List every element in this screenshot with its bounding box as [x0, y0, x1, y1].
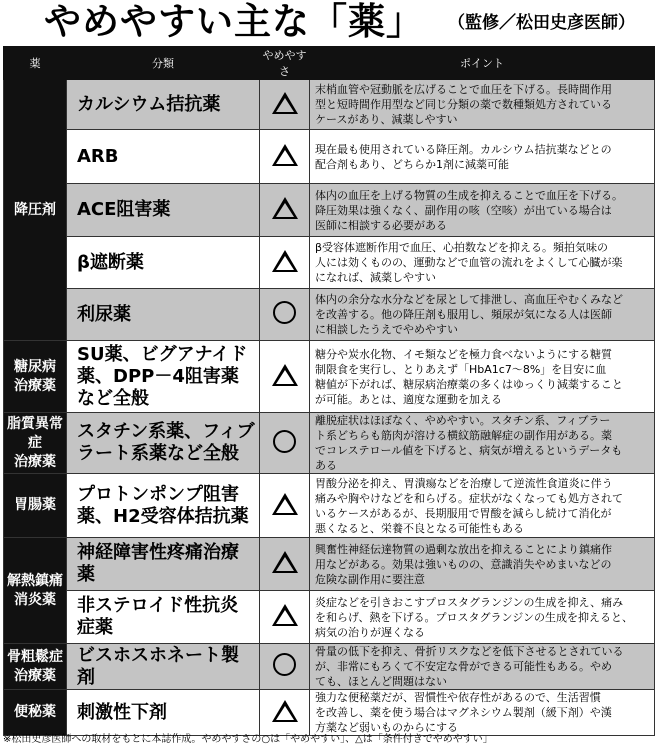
point-text: β受容体遮断作用で血圧、心拍数などを抑える。頻拍気味の 人には効くものの、運動などで血管の流れをよくして心臓が楽 になれば、減薬しやすい [310, 237, 655, 289]
triangle-mark-icon [272, 493, 298, 515]
drug-class-name: カルシウム拮抗薬 [67, 80, 260, 130]
title-bar [0, 0, 657, 44]
drug-table [3, 46, 655, 736]
drug-class-name: 神経障害性疼痛治療薬 [67, 538, 260, 591]
circle-mark-icon [273, 653, 296, 676]
drug-class-name: プロトンポンプ阻害 薬、H2受容体拮抗薬 [67, 474, 260, 538]
table-body [4, 80, 655, 736]
point-text: 興奮性神経伝達物質の過剰な放出を抑えることにより鎮痛作 用などがある。効果は強いものの、意識消失やめまいなどの 危険な副作用に要注意 [310, 538, 655, 591]
triangle-mark-icon [272, 92, 298, 114]
drug-class-name: スタチン系薬、フィブ ラート系薬など全般 [67, 413, 260, 474]
ease-mark-cell [260, 690, 310, 736]
table-row [4, 474, 655, 538]
point-text: 体内の血圧を上げる物質の生成を抑えることで血圧を下げる。 降圧効果は強くなく、副作用の咳（空咳）が出ている場合は 医師に相談する必要がある [310, 184, 655, 237]
header-point: ポイント [310, 47, 655, 80]
header-ease: やめやすさ [260, 47, 310, 80]
category-label: 解熱鎮痛 消炎薬 [4, 538, 67, 644]
table-row [4, 644, 655, 690]
point-text: 離脱症状はほぼなく、やめやすい。スタチン系、フィブラー ト系どちらも筋肉が溶ける横紋筋融解症の副作用がある。薬 でコレステロール値を下げると、病気が増えるというデータも ある [310, 413, 655, 474]
table-row [4, 341, 655, 413]
triangle-mark-icon [272, 197, 298, 219]
drug-class-name: 非ステロイド性抗炎症薬 [67, 591, 260, 644]
header-classification: 分類 [67, 47, 260, 80]
drug-class-name: ビスホスホネート製剤 [67, 644, 260, 690]
ease-mark-cell [260, 130, 310, 184]
category-label: 降圧剤 [4, 80, 67, 341]
triangle-mark-icon [272, 144, 298, 166]
supervisor-credit: （監修／松田史彦医師） [448, 13, 635, 33]
point-text: 糖分や炭水化物、イモ類などを極力食べないようにする糖質 制限食を実行し、とりあえず「HbA1c7～8%」を目安に血 糖値が下がれば、糖尿病治療薬の多くはゆっくり減薬すること が可能。あとは、適度な運動を加える [310, 341, 655, 413]
triangle-mark-icon [272, 250, 298, 272]
header-drug: 薬 [4, 47, 67, 80]
table-row [4, 591, 655, 644]
category-label: 脂質異常症 治療薬 [4, 413, 67, 474]
category-label: 胃腸薬 [4, 474, 67, 538]
table-row [4, 184, 655, 237]
point-text: 胃酸分泌を抑え、胃潰瘍などを治療して逆流性食道炎に伴う 痛みや胸やけなどを和らげる。症状がなくなっても処方されて いるケースがあるが、長期服用で胃酸を減らし続けて消化が 悪くなると、栄養不良となる可能性もある [310, 474, 655, 538]
circle-mark-icon [273, 430, 296, 453]
table-row [4, 80, 655, 130]
drug-class-name: 利尿薬 [67, 289, 260, 341]
table-row [4, 690, 655, 736]
ease-mark-cell [260, 474, 310, 538]
point-text: 強力な便秘薬だが、習慣性や依存性があるので、生活習慣 を改善し、薬を使う場合はマグネシウム製剤（緩下剤）や漢 方薬など弱いものからにする [310, 690, 655, 736]
table-row [4, 289, 655, 341]
ease-mark-cell [260, 341, 310, 413]
ease-mark-cell [260, 413, 310, 474]
point-text: 末梢血管や冠動脈を広げることで血圧を下げる。長時間作用 型と短時間作用型など同じ分類の薬で数種類処方されている ケースがあり、減薬しやすい [310, 80, 655, 130]
triangle-mark-icon [272, 604, 298, 626]
drug-class-name: ARB [67, 130, 260, 184]
ease-mark-cell [260, 644, 310, 690]
ease-mark-cell [260, 538, 310, 591]
ease-mark-cell [260, 237, 310, 289]
point-text: 骨量の低下を抑え、骨折リスクなどを低下させるとされている が、非常にもろくて不安定な骨ができる可能性もある。やめ ても、ほとんど問題はない [310, 644, 655, 690]
point-text: 炎症などを引きおこすプロスタグランジンの生成を抑え、痛み を和らげ、熱を下げる。プロスタグランジンの生成を抑えると、 病気の治りが遅くなる [310, 591, 655, 644]
ease-mark-cell [260, 80, 310, 130]
table-row [4, 538, 655, 591]
drug-class-name: ACE阻害薬 [67, 184, 260, 237]
ease-mark-cell [260, 591, 310, 644]
triangle-mark-icon [272, 551, 298, 573]
drug-class-name: 刺激性下剤 [67, 690, 260, 736]
circle-mark-icon [273, 301, 296, 324]
category-label: 便秘薬 [4, 690, 67, 736]
point-text: 体内の余分な水分などを尿として排泄し、高血圧やむくみなど を改善する。他の降圧剤も服用し、頻尿が気になる人は医師 に相談したうえでやめやすい [310, 289, 655, 341]
ease-mark-cell [260, 289, 310, 341]
table-row [4, 130, 655, 184]
drug-class-name: β遮断薬 [67, 237, 260, 289]
drug-class-name: SU薬、ビグアナイド 薬、DPP－4阻害薬 など全般 [67, 341, 260, 413]
page-title: やめやすい主な「薬」 [44, 0, 424, 43]
category-label: 糖尿病 治療薬 [4, 341, 67, 413]
footnote: ※松田史彦医師への取材をもとに本誌作成。やめやすさの○は「やめやすい」、△は「条件付きでやめやすい」 [3, 734, 493, 745]
table-header [4, 47, 655, 80]
table-row [4, 237, 655, 289]
category-label: 骨粗鬆症 治療薬 [4, 644, 67, 690]
point-text: 現在最も使用されている降圧剤。カルシウム拮抗薬などとの 配合剤もあり、どちらか1剤に減薬可能 [310, 130, 655, 184]
table-row [4, 413, 655, 474]
ease-mark-cell [260, 184, 310, 237]
triangle-mark-icon [272, 364, 298, 386]
triangle-mark-icon [272, 700, 298, 722]
